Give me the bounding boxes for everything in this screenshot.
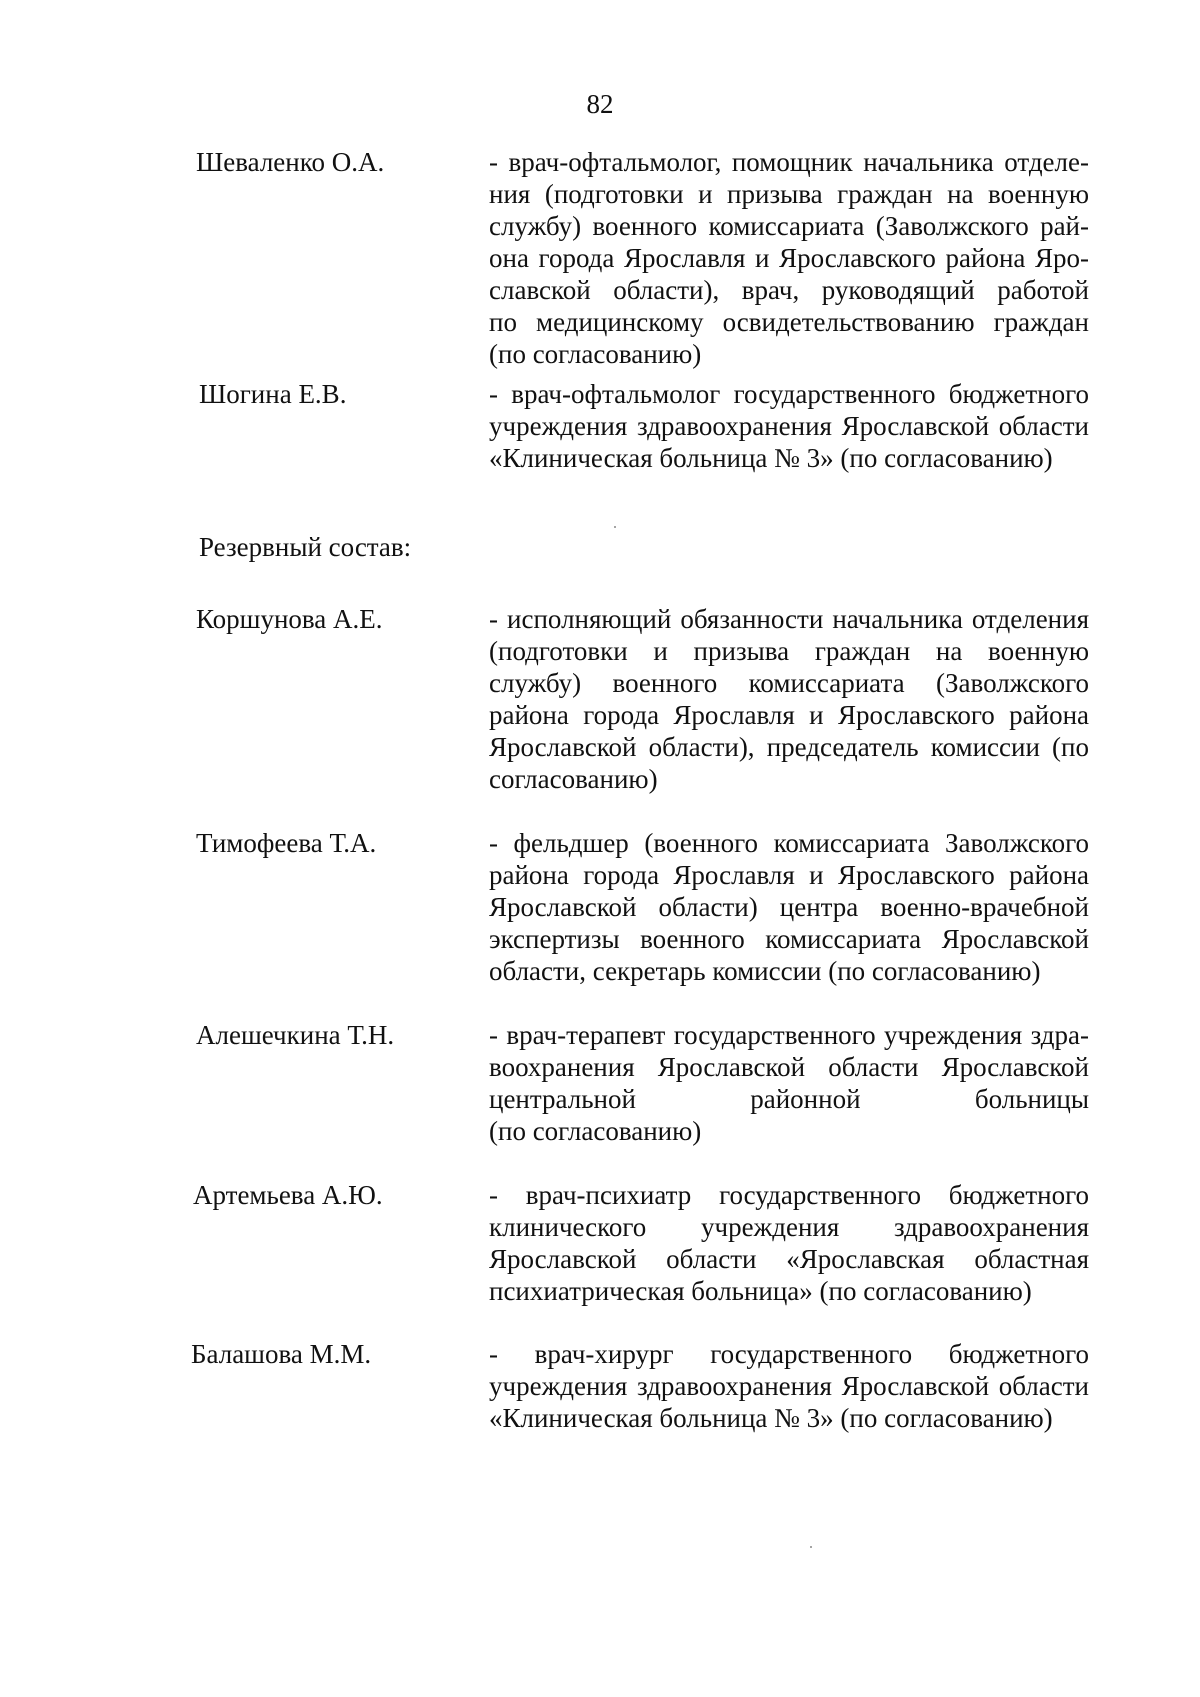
- description-line: психиатрическая больница» (по согласованию): [489, 1276, 1032, 1306]
- member-description: [489, 1338, 1089, 1434]
- member-description: [489, 146, 1089, 370]
- reserve-heading: Резервный состав:: [199, 532, 412, 562]
- description-line: службу) военного комиссариата (Заволжского рай-: [489, 211, 1089, 241]
- description-line: района города Ярославля и Ярославского района: [489, 700, 1089, 730]
- description-line: клинического учреждения здравоохранения: [489, 1212, 1089, 1242]
- description-line: (по согласованию): [489, 339, 702, 369]
- description-line: учреждения здравоохранения Ярославской области: [489, 411, 1089, 441]
- description-line: центральной районной больницы: [489, 1084, 1089, 1114]
- description-line: (по согласованию): [489, 1116, 702, 1146]
- description-line: Ярославской области) центра военно-врачебной: [489, 892, 1089, 922]
- member-name: Артемьева А.Ю.: [193, 1180, 383, 1210]
- description-line: - врач-офтальмолог, помощник начальника отделе-: [489, 147, 1089, 177]
- description-line: области, секретарь комиссии (по согласованию): [489, 956, 1041, 986]
- description-line: ния (подготовки и призыва граждан на военную: [489, 179, 1089, 209]
- description-line: - врач-терапевт государственного учреждения здра-: [489, 1020, 1089, 1050]
- description-line: «Клиническая больница № 3» (по согласованию): [489, 443, 1053, 473]
- member-description: [489, 1019, 1089, 1147]
- description-line: - исполняющий обязанности начальника отделения: [489, 604, 1089, 634]
- description-line: службу) военного комиссариата (Заволжского: [489, 668, 1089, 698]
- member-name: Алешечкина Т.Н.: [196, 1020, 395, 1050]
- member-name: Тимофеева Т.А.: [196, 828, 377, 858]
- member-description: [489, 1179, 1089, 1307]
- description-line: района города Ярославля и Ярославского района: [489, 860, 1089, 890]
- scan-speck: [614, 526, 616, 528]
- description-line: - врач-офтальмолог государственного бюджетного: [489, 379, 1089, 409]
- description-line: - фельдшер (военного комиссариата Заволжского: [489, 828, 1089, 858]
- scan-speck: [810, 1546, 812, 1548]
- description-line: она города Ярославля и Ярославского района Яро-: [489, 243, 1089, 273]
- member-name: Коршунова А.Е.: [196, 604, 383, 634]
- member-description: [489, 603, 1089, 795]
- description-line: по медицинскому освидетельствованию граждан: [489, 307, 1089, 337]
- description-line: славской области), врач, руководящий работой: [489, 275, 1089, 305]
- description-line: учреждения здравоохранения Ярославской области: [489, 1371, 1089, 1401]
- page-number: 82: [586, 89, 614, 119]
- member-name: Балашова М.М.: [191, 1339, 372, 1369]
- member-description: [489, 827, 1089, 987]
- description-line: согласованию): [489, 764, 658, 794]
- description-line: (подготовки и призыва граждан на военную: [489, 636, 1089, 666]
- description-line: Ярославской области «Ярославская областная: [489, 1244, 1089, 1274]
- member-name: Шогина Е.В.: [199, 379, 347, 409]
- description-line: - врач-психиатр государственного бюджетного: [489, 1180, 1089, 1210]
- member-description: [489, 378, 1089, 474]
- member-name: Шеваленко О.А.: [196, 147, 385, 177]
- description-line: «Клиническая больница № 3» (по согласованию): [489, 1403, 1053, 1433]
- description-line: воохранения Ярославской области Ярославской: [489, 1052, 1089, 1082]
- description-line: экспертизы военного комиссариата Ярославской: [489, 924, 1089, 954]
- description-line: - врач-хирург государственного бюджетного: [489, 1339, 1089, 1369]
- description-line: Ярославской области), председатель комиссии (по: [489, 732, 1089, 762]
